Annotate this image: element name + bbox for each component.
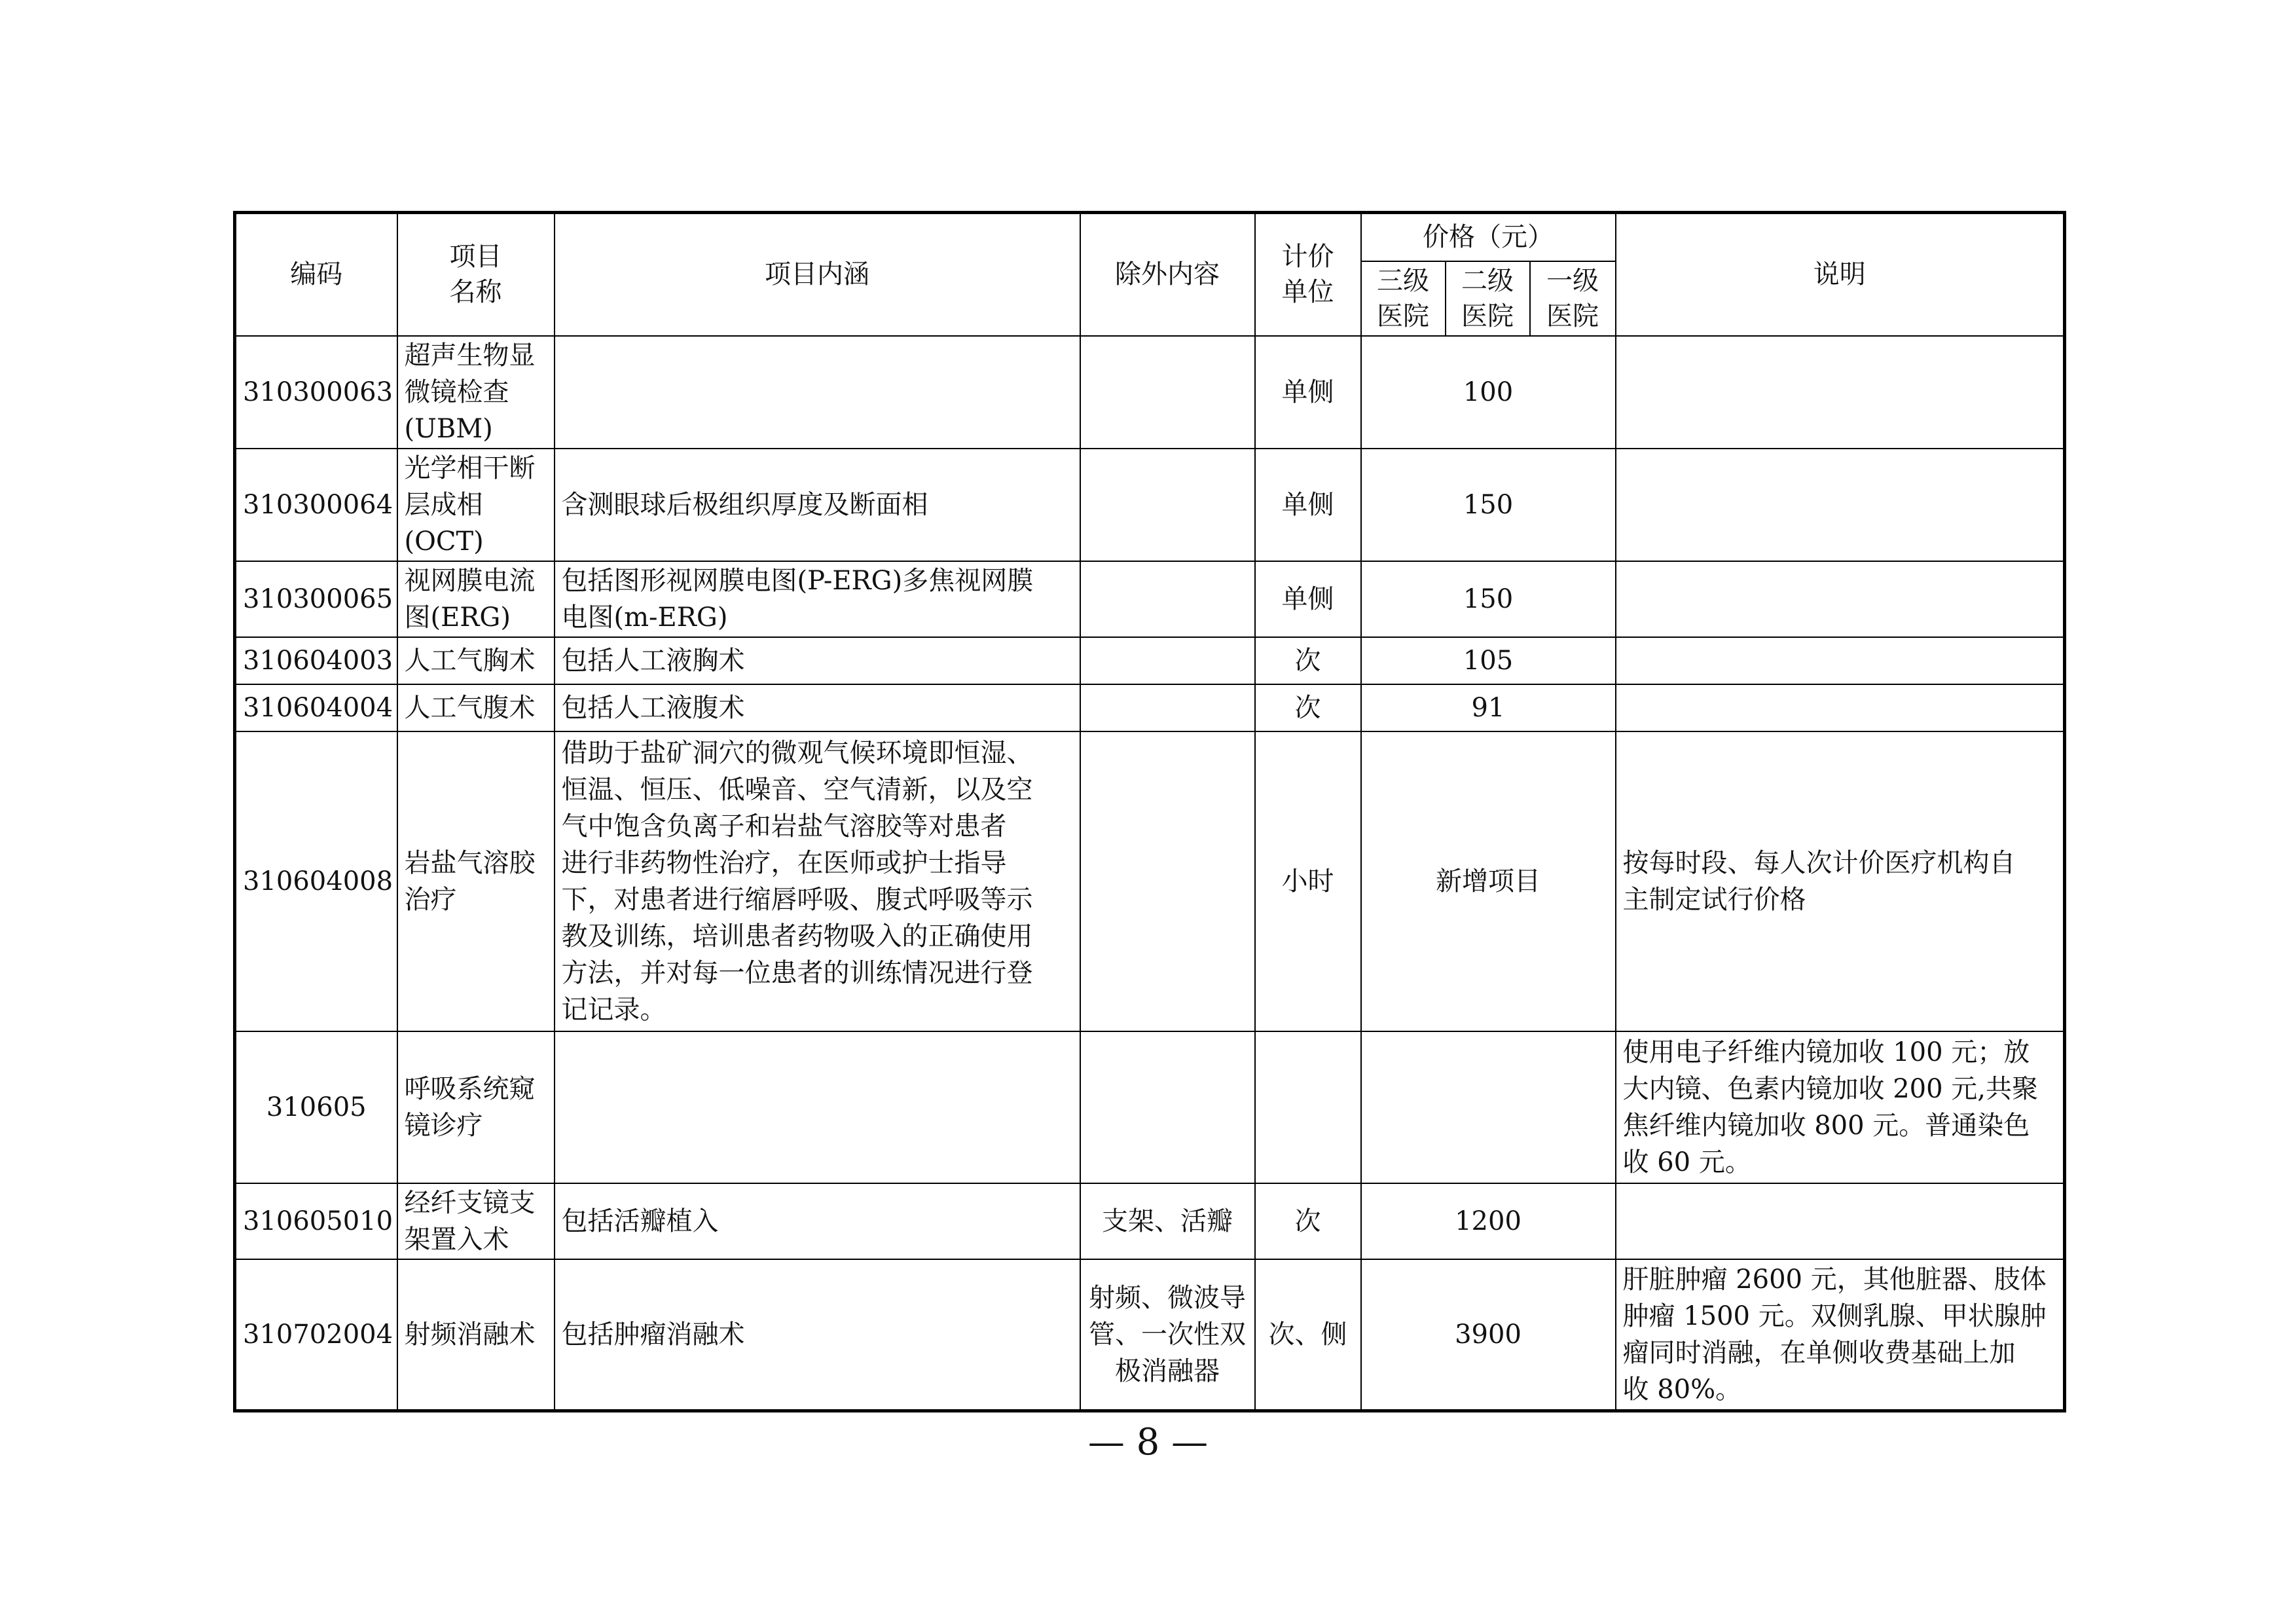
cell-notes [1616,684,2065,731]
name-line: 岩盐气溶胶 [404,847,536,878]
cell-notes [1616,561,2065,637]
name-line: 人工气腹术 [404,692,536,723]
cell-content [555,731,1080,1031]
cell-content [555,1183,1080,1259]
header-item-name-line2: 名称 [449,277,502,308]
cell-code: 310300065 [235,561,397,637]
content-line: 气中饱含负离子和岩盐气溶胶等对患者 [561,811,1007,841]
notes-line: 大内镜、色素内镜加收 200 元,共聚 [1622,1073,2038,1104]
name-line: 镜诊疗 [404,1110,483,1141]
cell-price: 100 [1361,336,1616,449]
header-unit-line2: 单位 [1281,277,1334,308]
cell-exclusions [1080,336,1255,449]
cell-item-name [397,684,555,731]
cell-item-name [397,1183,555,1259]
cell-content [555,449,1080,561]
header-level1 [1530,261,1616,336]
cell-notes [1616,731,2065,1031]
cell-notes [1616,336,2065,449]
cell-item-name [397,637,555,684]
cell-price: 1200 [1361,1183,1616,1259]
cell-unit: 次 [1255,684,1361,731]
header-level2 [1446,261,1530,336]
table-row [235,1259,2065,1411]
header-item-name [397,213,555,336]
cell-notes [1616,1259,2065,1411]
name-line: 人工气胸术 [404,645,536,676]
content-line: 包括人工液胸术 [561,645,745,676]
content-line: 包括活瓣植入 [561,1206,719,1236]
content-line: 教及训练，培训患者药物吸入的正确使用 [561,921,1033,951]
cell-content [555,336,1080,449]
cell-item-name [397,561,555,637]
cell-notes [1616,1183,2065,1259]
header-unit [1255,213,1361,336]
cell-price: 91 [1361,684,1616,731]
content-line: 下，对患者进行缩唇呼吸、腹式呼吸等示 [561,884,1033,915]
cell-exclusions [1080,1183,1255,1259]
name-line: 治疗 [404,884,457,915]
cell-code: 310300063 [235,336,397,449]
cell-exclusions [1080,561,1255,637]
cell-notes [1616,1031,2065,1183]
cell-item-name [397,336,555,449]
content-line: 方法，并对每一位患者的训练情况进行登 [561,957,1033,988]
header-content: 项目内涵 [555,213,1080,336]
cell-unit: 单侧 [1255,449,1361,561]
cell-price: 150 [1361,449,1616,561]
cell-price: 150 [1361,561,1616,637]
cell-unit: 次 [1255,1183,1361,1259]
name-line: (UBM) [404,413,493,444]
table-body [235,336,2065,1411]
table-row [235,1183,2065,1259]
name-line: 微镜检查 [404,377,509,407]
notes-line: 使用电子纤维内镜加收 100 元；放 [1622,1037,2030,1067]
notes-line: 肝脏肿瘤 2600 元，其他脏器、肢体 [1622,1264,2047,1295]
cell-code: 310605 [235,1031,397,1183]
cell-content [555,637,1080,684]
exclusions-line: 射频、微波导 [1089,1282,1246,1313]
cell-code: 310604004 [235,684,397,731]
cell-unit: 次 [1255,637,1361,684]
cell-unit: 单侧 [1255,336,1361,449]
exclusions-line: 支架、活瓣 [1102,1206,1233,1236]
name-line: 呼吸系统窥 [404,1073,536,1104]
content-line: 恒温、恒压、低噪音、空气清新，以及空 [561,774,1033,805]
name-line: (OCT) [404,526,484,557]
table-row [235,561,2065,637]
cell-exclusions [1080,1031,1255,1183]
header-level3-line2: 医院 [1377,301,1429,331]
cell-exclusions [1080,1259,1255,1411]
header-unit-line1: 计价 [1281,242,1334,272]
table-row [235,336,2065,449]
header-notes: 说明 [1616,213,2065,336]
table-row [235,731,2065,1031]
cell-price: 105 [1361,637,1616,684]
pricing-table [233,211,2066,1412]
name-line: 光学相干断 [404,452,536,483]
cell-price [1361,1031,1616,1183]
notes-line: 瘤同时消融，在单侧收费基础上加 [1622,1337,2016,1368]
cell-price: 新增项目 [1361,731,1616,1031]
table-row [235,637,2065,684]
content-line: 进行非药物性治疗，在医师或护士指导 [561,847,1007,878]
cell-code: 310300064 [235,449,397,561]
cell-notes [1616,637,2065,684]
content-line: 记记录。 [561,994,666,1025]
cell-exclusions [1080,731,1255,1031]
header-level2-line2: 医院 [1461,301,1514,331]
notes-line: 焦纤维内镜加收 800 元。普通染色 [1622,1110,2030,1141]
header-exclusions: 除外内容 [1080,213,1255,336]
header-level3-line1: 三级 [1377,265,1429,296]
content-line: 电图(m-ERG) [561,602,728,633]
cell-code: 310702004 [235,1259,397,1411]
cell-code: 310604008 [235,731,397,1031]
table-row [235,1031,2065,1183]
name-line: 图(ERG) [404,602,511,633]
cell-exclusions [1080,449,1255,561]
cell-content [555,561,1080,637]
table-row [235,449,2065,561]
header-level3 [1361,261,1446,336]
header-level2-line1: 二级 [1461,265,1514,296]
notes-line: 收 80%。 [1622,1374,1742,1405]
table-row [235,684,2065,731]
header-level1-line2: 医院 [1546,301,1599,331]
name-line: 层成相 [404,489,483,520]
cell-unit [1255,1031,1361,1183]
header-item-name-line1: 项目 [449,242,502,272]
page-number: — 8 — [1087,1421,1209,1464]
cell-code: 310605010 [235,1183,397,1259]
notes-line: 收 60 元。 [1622,1147,1751,1177]
cell-price: 3900 [1361,1259,1616,1411]
content-line: 含测眼球后极组织厚度及断面相 [561,489,928,520]
content-line: 包括图形视网膜电图(P-ERG)多焦视网膜 [561,565,1034,596]
header-level1-line1: 一级 [1546,265,1599,296]
content-line: 包括人工液腹术 [561,692,745,723]
header-code: 编码 [235,213,397,336]
cell-exclusions [1080,684,1255,731]
cell-notes [1616,449,2065,561]
cell-item-name [397,1031,555,1183]
content-line: 借助于盐矿洞穴的微观气候环境即恒湿、 [561,737,1033,768]
notes-line: 肿瘤 1500 元。双侧乳腺、甲状腺肿 [1622,1301,2047,1331]
notes-line: 按每时段、每人次计价医疗机构自 [1622,847,2016,878]
cell-content [555,1031,1080,1183]
cell-code: 310604003 [235,637,397,684]
content-line: 包括肿瘤消融术 [561,1319,745,1350]
header-price: 价格（元） [1361,213,1616,261]
name-line: 视网膜电流 [404,565,536,596]
cell-item-name [397,731,555,1031]
cell-unit: 小时 [1255,731,1361,1031]
cell-unit: 次、侧 [1255,1259,1361,1411]
cell-exclusions [1080,637,1255,684]
cell-item-name [397,449,555,561]
cell-content [555,1259,1080,1411]
cell-content [555,684,1080,731]
notes-line: 主制定试行价格 [1622,884,1806,915]
name-line: 射频消融术 [404,1319,536,1350]
table-header [235,213,2065,336]
cell-unit: 单侧 [1255,561,1361,637]
exclusions-line: 极消融器 [1115,1356,1220,1386]
cell-item-name [397,1259,555,1411]
name-line: 超声生物显 [404,340,536,371]
name-line: 架置入术 [404,1224,509,1255]
name-line: 经纤支镜支 [404,1187,536,1218]
exclusions-line: 管、一次性双 [1089,1319,1246,1350]
